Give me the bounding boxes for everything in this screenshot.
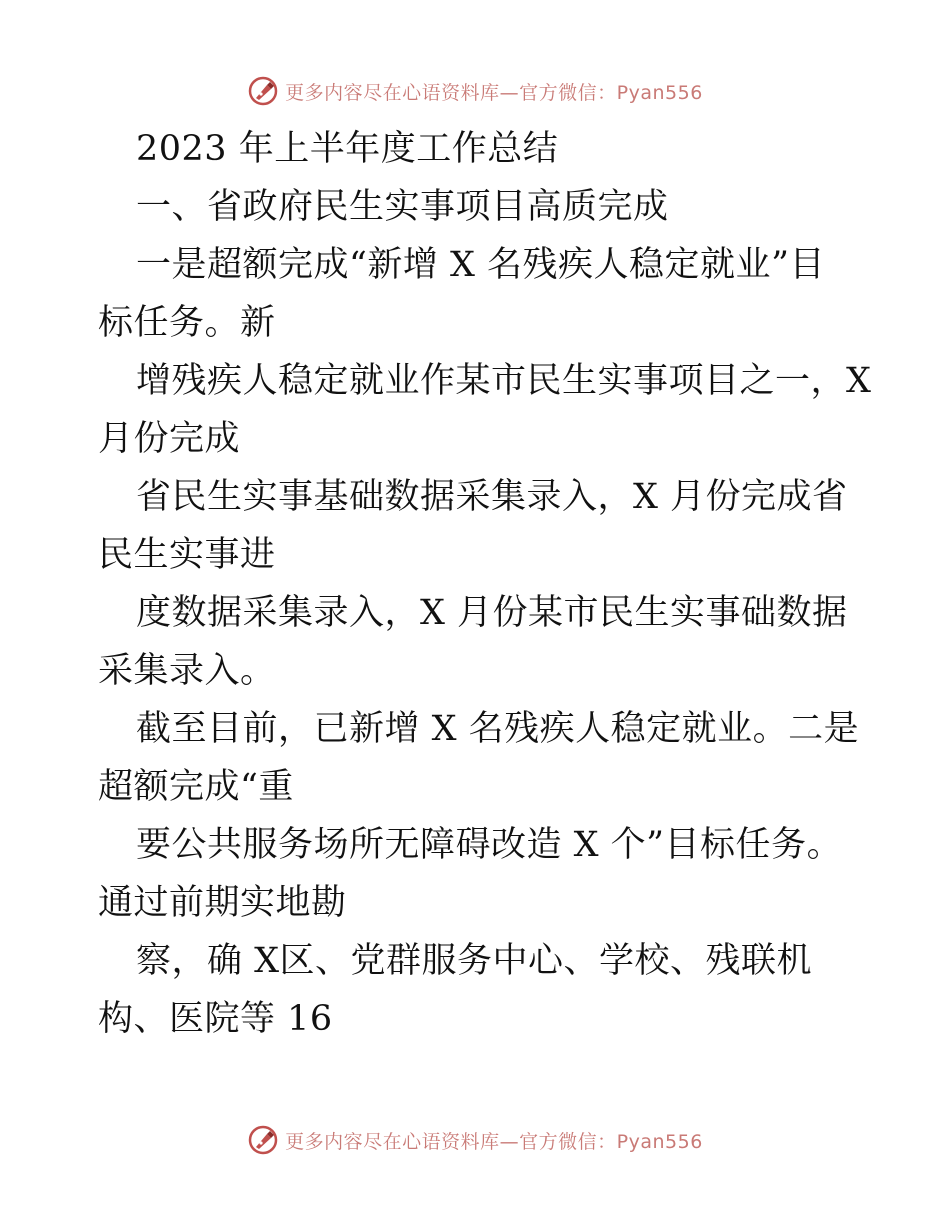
header-watermark	[0, 73, 950, 109]
paragraph-line: 度数据采集录入，X 月份某市民生实事础数据	[136, 593, 848, 633]
pen-nib-seal-logo-icon	[247, 75, 279, 107]
paragraph-line: 采集录入。	[98, 651, 276, 691]
paragraph-line: 省民生实事基础数据采集录入，X 月份完成省	[136, 477, 848, 517]
watermark-text: 更多内容尽在心语资料库—官方微信：Pyan556	[285, 1130, 703, 1153]
paragraph-line: 察，确 X区、党群服务中心、学校、残联机	[136, 941, 813, 981]
paragraph-line: 构、医院等 16	[98, 999, 333, 1039]
pen-nib-seal-logo-icon	[247, 1124, 279, 1156]
paragraph-line: 要公共服务场所无障碍改造 X 个”目标任务。	[136, 825, 843, 865]
footer-watermark	[0, 1122, 950, 1158]
section-heading: 一、省政府民生实事项目高质完成	[136, 187, 669, 227]
paragraph-line: 截至目前，已新增 X 名残疾人稳定就业。二是	[136, 709, 860, 749]
paragraph-line: 一是超额完成“新增 X 名残疾人稳定就业”目	[136, 245, 825, 285]
paragraph-line: 民生实事进	[98, 535, 276, 575]
paragraph-line: 通过前期实地勘	[98, 883, 347, 923]
paragraph-line: 增残疾人稳定就业作某市民生实事项目之一，X	[136, 361, 872, 401]
paragraph-line: 标任务。新	[98, 303, 276, 343]
paragraph-line: 月份完成	[98, 419, 241, 459]
document-title: 2023 年上半年度工作总结	[136, 129, 559, 169]
paragraph-line: 超额完成“重	[98, 767, 294, 807]
watermark-text: 更多内容尽在心语资料库—官方微信：Pyan556	[285, 81, 703, 104]
